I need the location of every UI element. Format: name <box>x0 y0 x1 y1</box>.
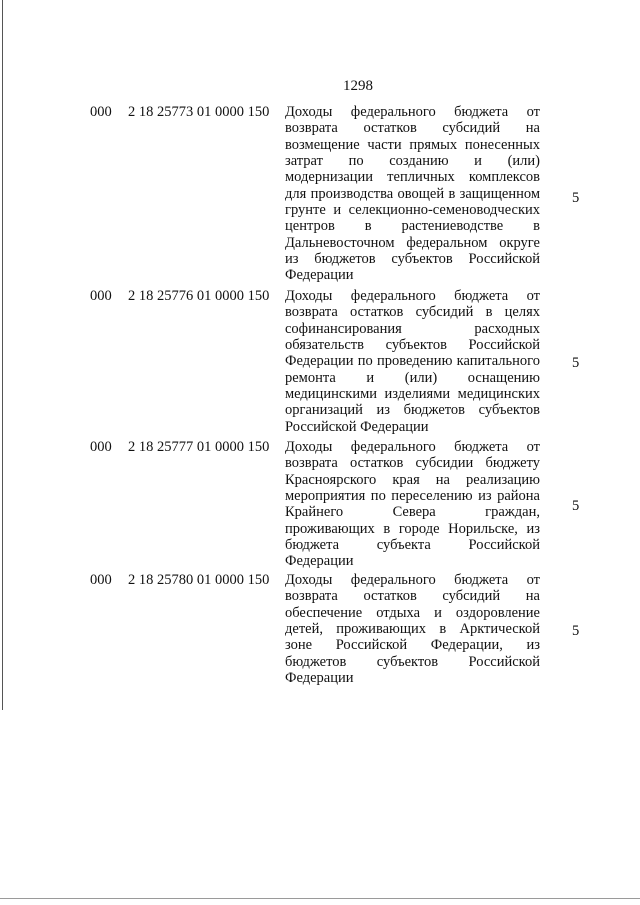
admin-code: 000 <box>90 439 112 455</box>
budget-classification-code: 2 18 25780 01 0000 150 <box>128 572 270 588</box>
page-number: 1298 <box>343 78 373 94</box>
income-description: Доходы федерального бюджета от возврата остатков субсидий в целях софинансирования расходных обязательств субъектов Российской Федерации по проведению капитального ремонта и (или) оснащению медицинскими изделиями медицинских организаций из бюджетов субъектов Российской Федерации <box>285 288 540 435</box>
budget-classification-code: 2 18 25773 01 0000 150 <box>128 104 270 120</box>
budget-classification-code: 2 18 25777 01 0000 150 <box>128 439 270 455</box>
amount-value: 5 <box>572 190 580 206</box>
income-description: Доходы федерального бюджета от возврата остатков субсидии бюджету Красноярского края на реализацию мероприятия по переселению из района Крайнего Севера граждан, проживающих в городе Норильске, из бюджета субъекта Российской Федерации <box>285 439 540 570</box>
admin-code: 000 <box>90 288 112 304</box>
income-description: Доходы федерального бюджета от возврата остатков субсидий на обеспечение отдыха и оздоровление детей, проживающих в Арктической зоне Российской Федерации, из бюджетов субъектов Российской Федерации <box>285 572 540 687</box>
budget-classification-code: 2 18 25776 01 0000 150 <box>128 288 270 304</box>
amount-value: 5 <box>572 355 580 371</box>
amount-value: 5 <box>572 623 580 639</box>
admin-code: 000 <box>90 104 112 120</box>
income-description: Доходы федерального бюджета от возврата остатков субсидий на возмещение части прямых понесенных затрат по созданию и (или) модернизации тепличных комплексов для производства овощей в защищенном грунте и селекционно-семеноводческих центров в растениеводстве в Дальневосточном федеральном округе из бюджетов субъектов Российской Федерации <box>285 104 540 284</box>
admin-code: 000 <box>90 572 112 588</box>
amount-value: 5 <box>572 498 580 514</box>
